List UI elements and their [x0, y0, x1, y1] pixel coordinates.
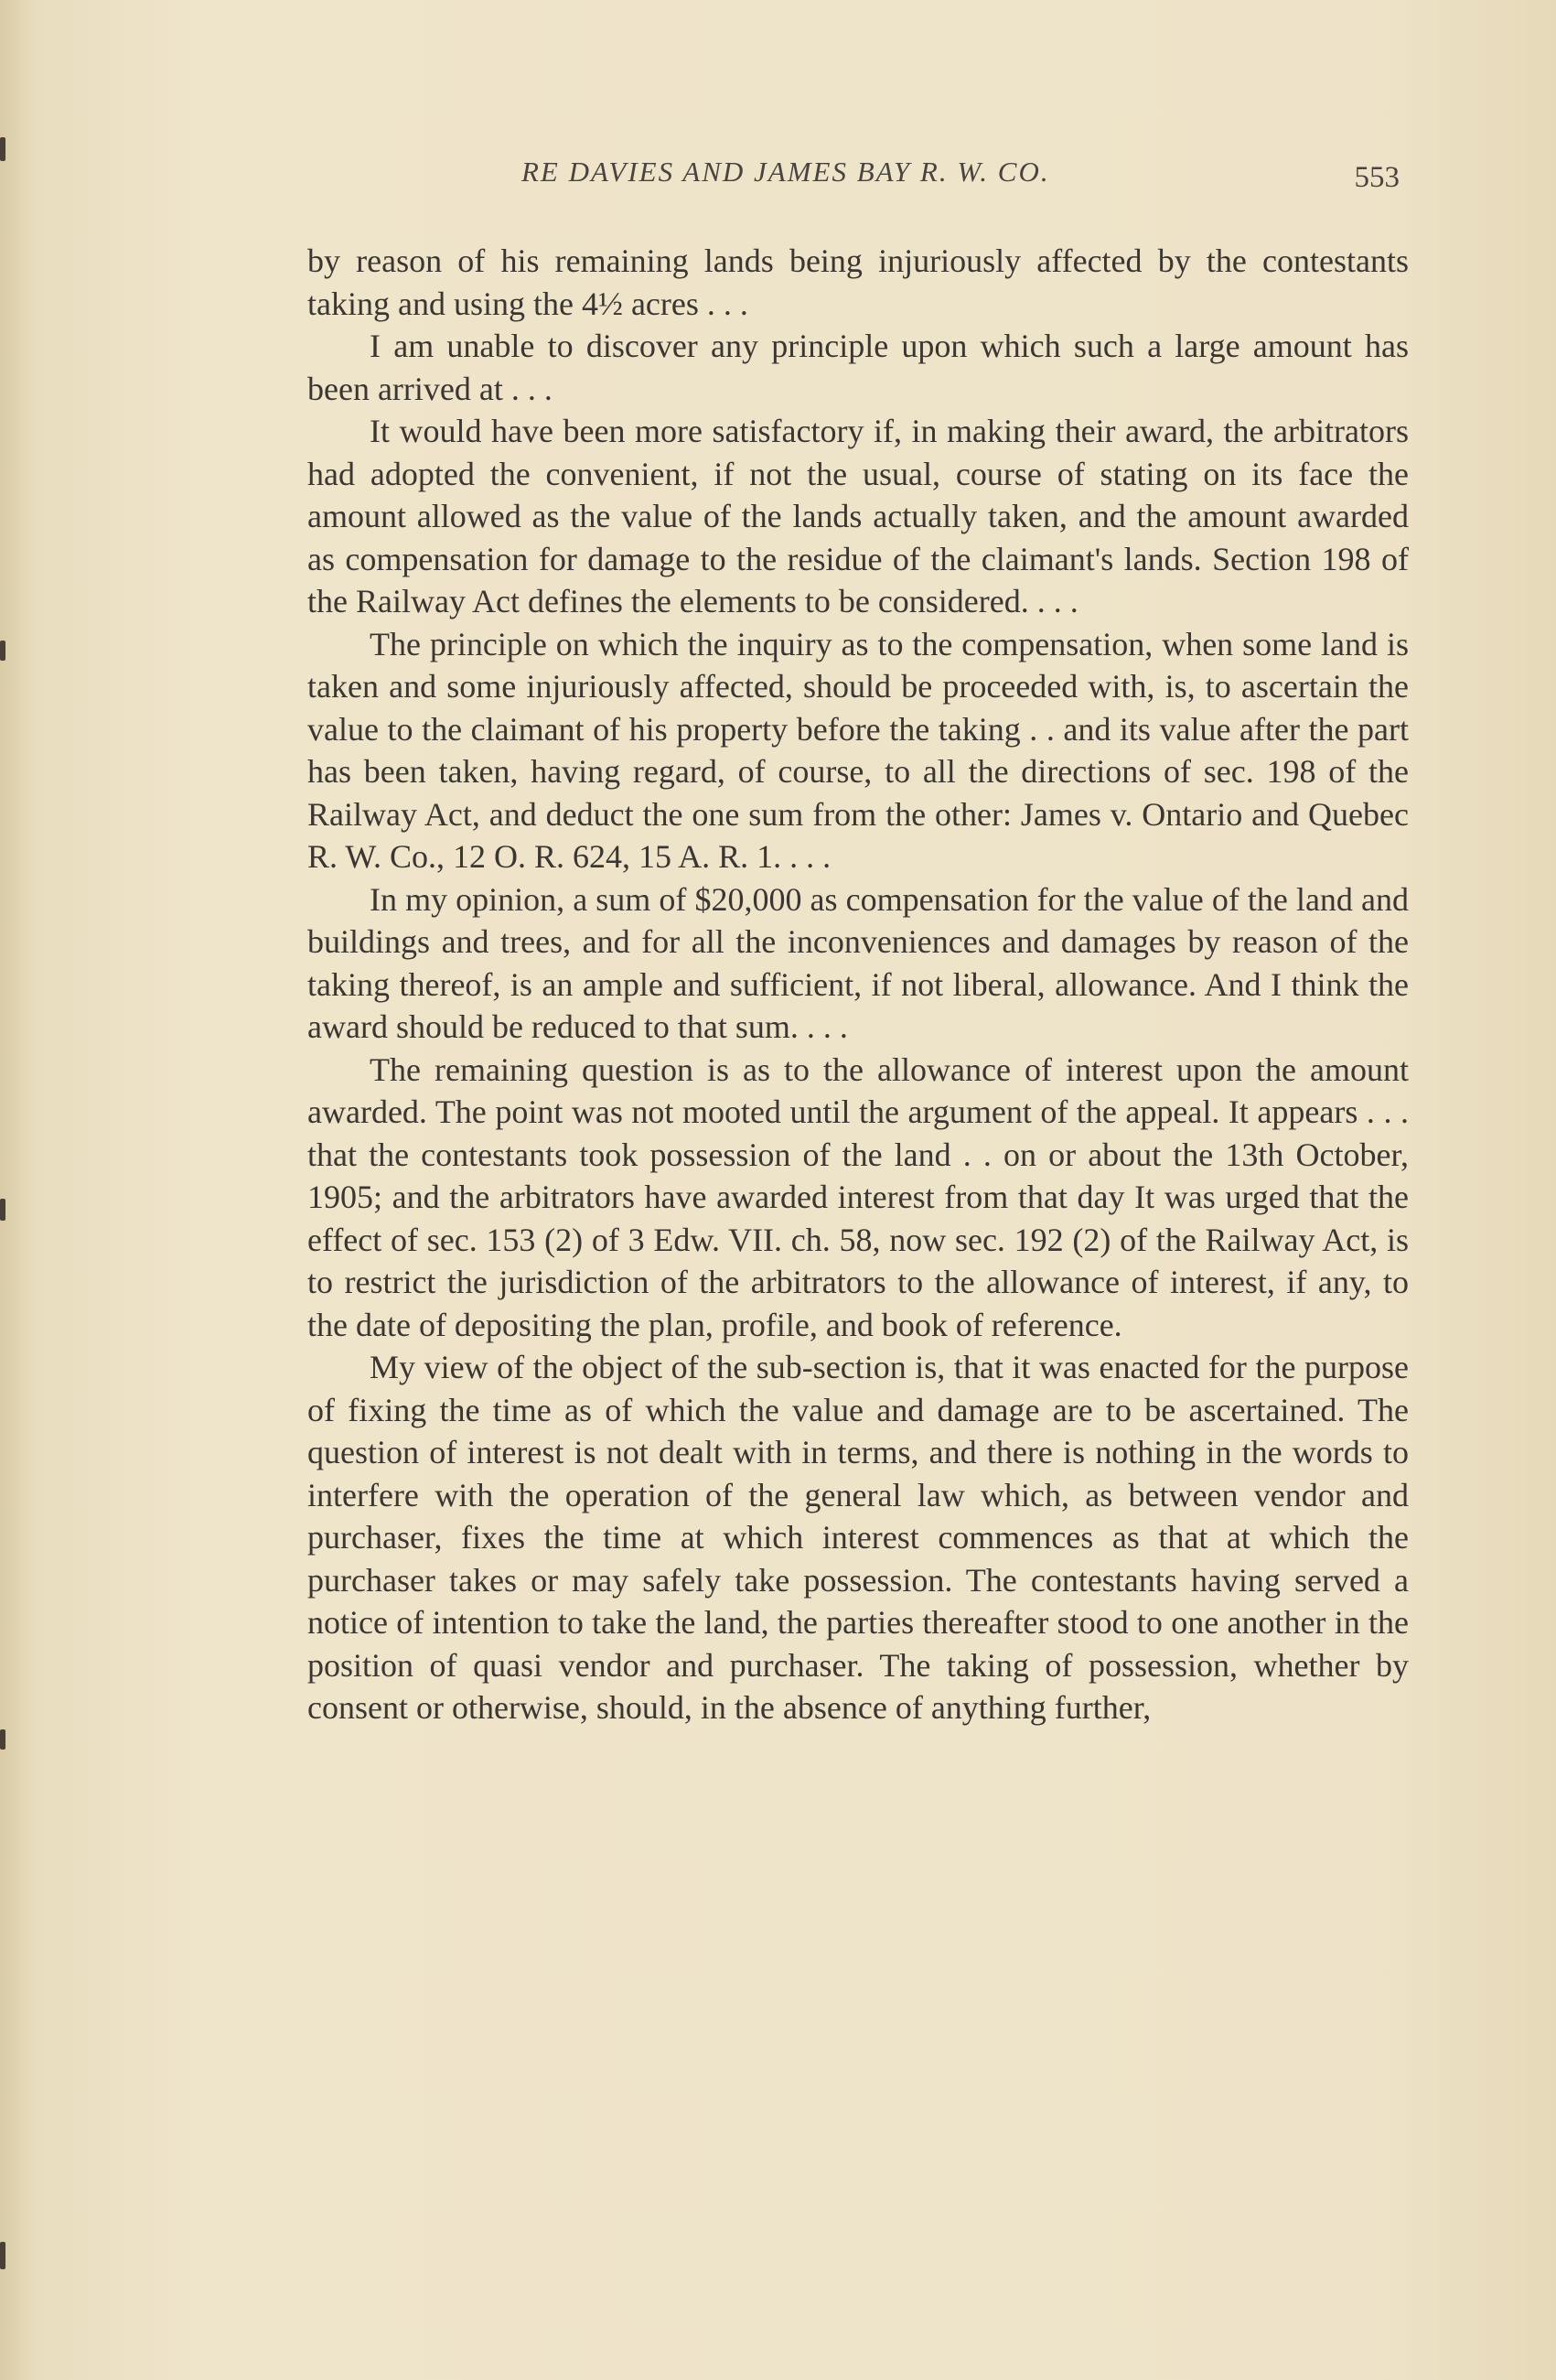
- binding-mark: [0, 641, 5, 661]
- binding-mark: [0, 1199, 5, 1221]
- paragraph: I am unable to discover any principle upon which such a large amount has been arrived at . . .: [307, 328, 1409, 407]
- paragraph: by reason of his remaining lands being injuriously affected by the contestants taking and using the 4½ acres . . .: [307, 242, 1409, 322]
- page-header: [302, 156, 1400, 201]
- body-text: [307, 240, 1409, 1729]
- running-head: RE DAVIES AND JAMES BAY R. W. CO.: [521, 156, 1050, 188]
- paragraph: It would have been more satisfactory if, in making their award, the arbitrators had adopted the convenient, if not the usual, course of stating on its face the amount allowed as the value of the lands actually taken, and the amount awarded as compensation for damage to the residue of the claimant's lands. Section 198 of the Railway Act defines the elements to be considered. . . .: [307, 413, 1409, 619]
- paragraph: The principle on which the inquiry as to the compensation, when some land is taken and some injuriously affected, should be proceeded with, is, to ascertain the value to the claimant of his property before the taking . . and its value after the part has been taken, having regard, of course, to all the directions of sec. 198 of the Railway Act, and deduct the one sum from the other: James v. Ontario and Quebec R. W. Co., 12 O. R. 624, 15 A. R. 1. . . .: [307, 625, 1409, 875]
- paragraph: The remaining question is as to the allowance of interest upon the amount awarded. The point was not mooted until the argument of the appeal. It appears . . . that the contestants took possession of the land . . on or about the 13th October, 1905; and the arbitrators have awarded interest from that day It was urged that the effect of sec. 153 (2) of 3 Edw. VII. ch. 58, now sec. 192 (2) of the Railway Act, is to restrict the jurisdiction of the arbitrators to the allowance of interest, if any, to the date of depositing the plan, profile, and book of reference.: [307, 1050, 1409, 1343]
- paragraph: My view of the object of the sub-section is, that it was enacted for the purpose of fixing the time as of which the value and damage are to be ascertained. The question of interest is not dealt with in terms, and there is nothing in the words to interfere with the operation of the general law which, as between vendor and purchaser, fixes the time at which interest commences as that at which the purchaser takes or may safely take possession. The contestants having served a notice of intention to take the land, the parties thereafter stood to one another in the position of quasi vendor and purchaser. The taking of possession, whether by consent or otherwise, should, in the absence of anything further,: [307, 1349, 1409, 1726]
- page-number: 553: [1354, 161, 1400, 194]
- binding-mark: [0, 137, 5, 161]
- binding-mark: [0, 2242, 5, 2269]
- binding-mark: [0, 1729, 5, 1750]
- paragraph: In my opinion, a sum of $20,000 as compensation for the value of the land and buildings and trees, and for all the inconveniences and damages by reason of the taking thereof, is an ample and sufficient, if not liberal, allowance. And I think the award should be reduced to that sum. . . .: [307, 880, 1409, 1045]
